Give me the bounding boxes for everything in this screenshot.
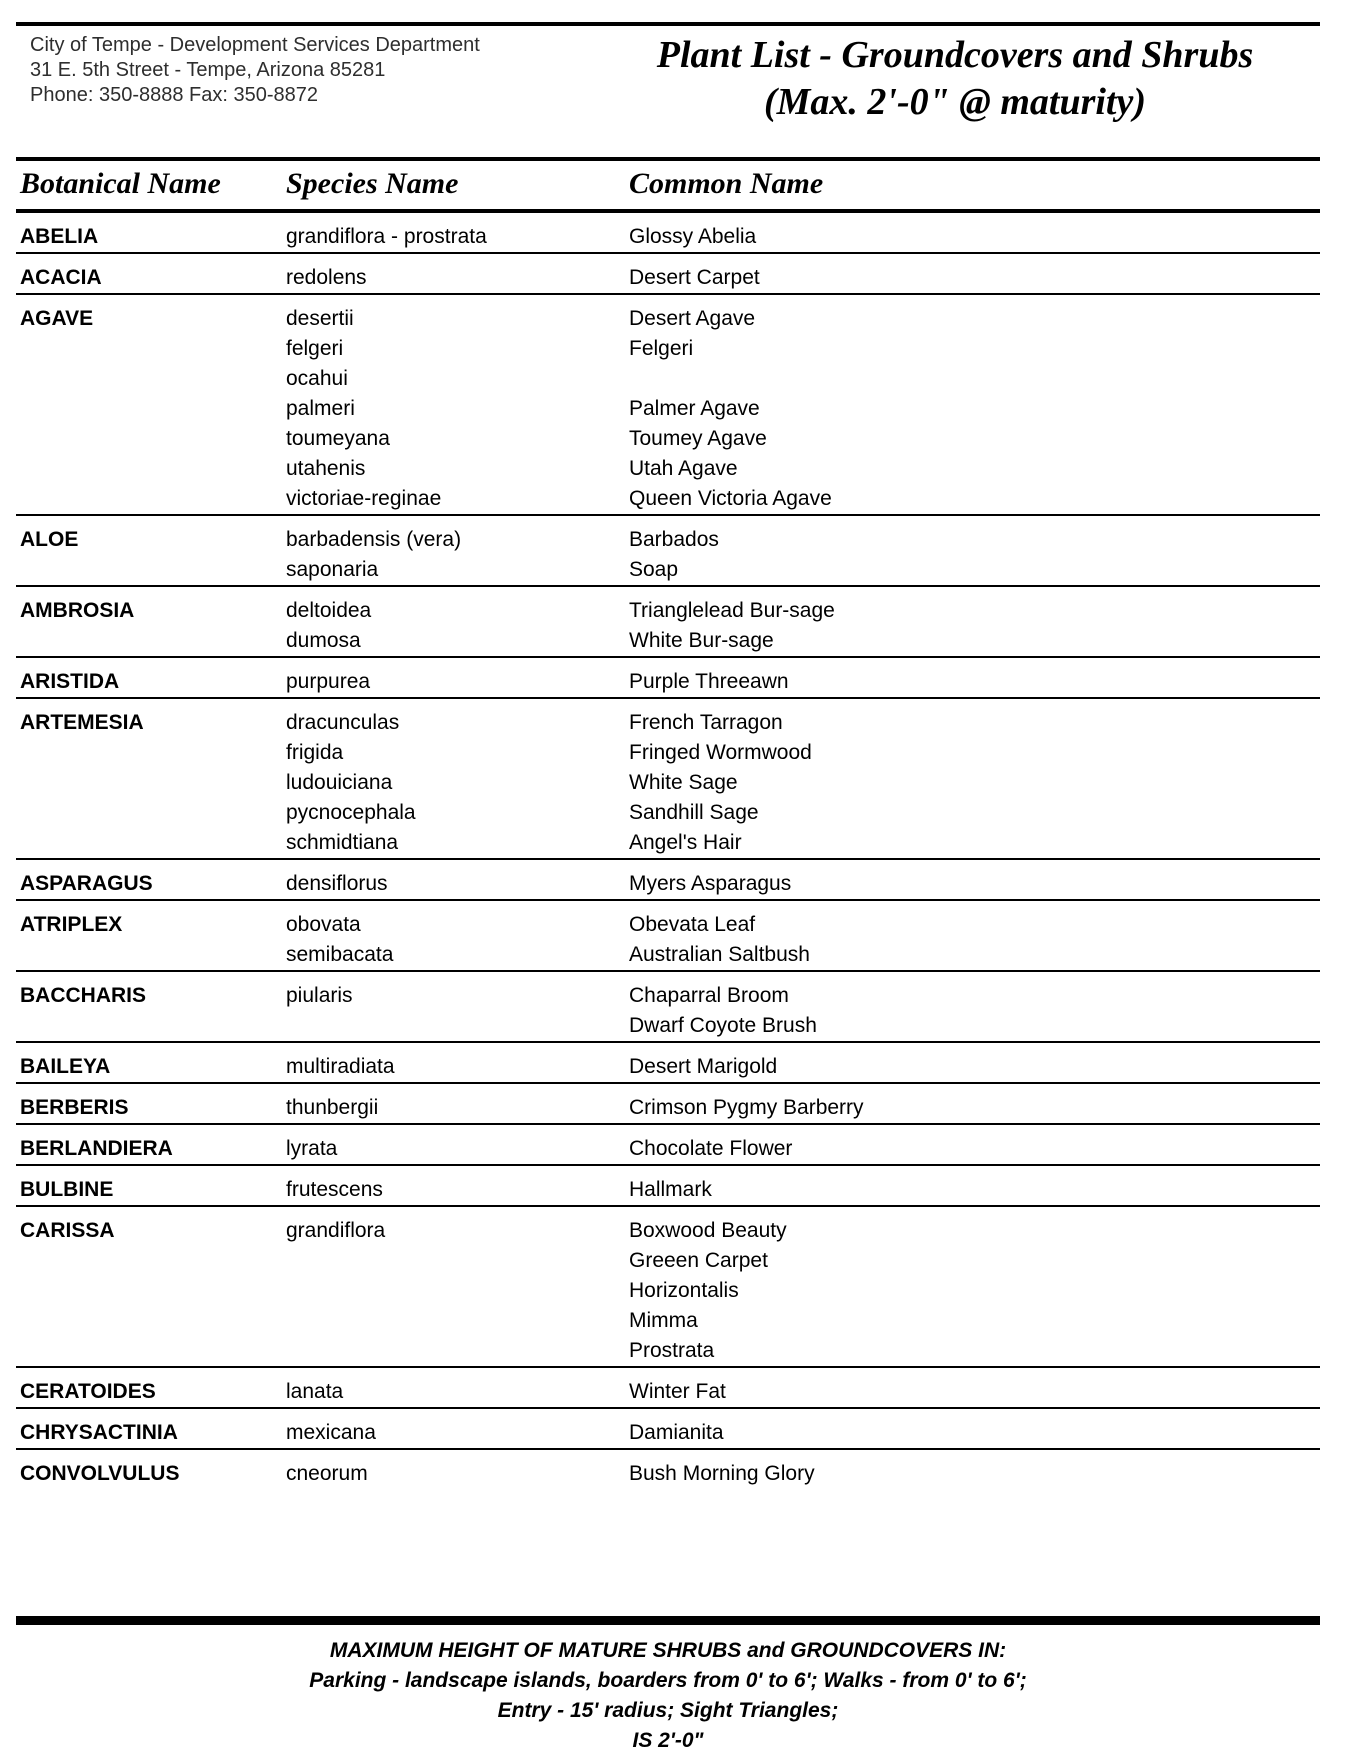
document-title-line1: Plant List - Groundcovers and Shrubs — [656, 34, 1254, 76]
common-name-cell: Angel's Hair — [629, 831, 742, 854]
agency-phone-fax: Phone: 350-8888 Fax: 350-8872 — [30, 84, 318, 106]
page-header — [16, 26, 1320, 157]
species-cell: deltoidea — [286, 599, 372, 622]
species-cell: frigida — [286, 741, 344, 764]
species-cell: multiradiata — [286, 1055, 395, 1078]
species-cell: toumeyana — [286, 427, 390, 450]
species-cell: obovata — [286, 913, 361, 936]
species-cell: pycnocephala — [286, 801, 416, 824]
plant-row — [16, 1084, 1320, 1125]
species-cell: grandiflora - prostrata — [286, 225, 487, 248]
botanical-name-cell: BERBERIS — [20, 1096, 129, 1119]
footer-text-block — [16, 1636, 1320, 1756]
species-cell: ludouiciana — [286, 771, 393, 794]
common-name-cell: Boxwood Beauty — [629, 1219, 787, 1242]
species-cell: grandiflora — [286, 1219, 386, 1242]
species-cell: semibacata — [286, 943, 394, 966]
species-cell: saponaria — [286, 558, 379, 581]
botanical-name-cell: ASPARAGUS — [20, 872, 153, 895]
common-name-cell: Glossy Abelia — [629, 225, 757, 248]
species-cell: barbadensis (vera) — [286, 528, 462, 551]
common-name-cell: Palmer Agave — [629, 397, 760, 420]
footer-rule — [16, 1616, 1320, 1625]
species-cell — [286, 1276, 629, 1306]
plant-row — [16, 1450, 1320, 1489]
species-cell: palmeri — [286, 397, 355, 420]
species-cell — [286, 1011, 629, 1041]
botanical-name-cell: BERLANDIERA — [20, 1137, 173, 1160]
species-cell: piularis — [286, 984, 353, 1007]
botanical-name-cell: CERATOIDES — [20, 1380, 156, 1403]
common-name-cell: Bush Morning Glory — [629, 1462, 815, 1485]
species-cell: dumosa — [286, 629, 361, 652]
species-cell: densiflorus — [286, 872, 388, 895]
plant-row — [16, 1125, 1320, 1166]
common-name-cell: Dwarf Coyote Brush — [629, 1014, 817, 1037]
species-cell: purpurea — [286, 670, 371, 693]
plant-row — [16, 1409, 1320, 1450]
common-name-cell: Barbados — [629, 528, 719, 551]
common-name-cell: Obevata Leaf — [629, 913, 756, 936]
common-name-cell: Desert Marigold — [629, 1055, 778, 1078]
common-name-cell: Damianita — [629, 1421, 724, 1444]
column-header-botanical-name: Botanical Name — [20, 167, 221, 200]
common-name-cell: Greeen Carpet — [629, 1249, 768, 1272]
plant-row — [16, 972, 1320, 1043]
common-name-cell: White Sage — [629, 771, 738, 794]
common-name-cell: Myers Asparagus — [629, 872, 792, 895]
species-cell: dracunculas — [286, 711, 400, 734]
plant-row — [16, 516, 1320, 587]
plant-table-body — [16, 213, 1320, 1489]
footer-line-3: Entry - 15' radius; Sight Triangles; — [497, 1699, 839, 1722]
common-name-cell: Utah Agave — [629, 457, 738, 480]
species-cell — [286, 1246, 629, 1276]
species-cell: thunbergii — [286, 1096, 379, 1119]
plant-row — [16, 1207, 1320, 1368]
botanical-name-cell: CONVOLVULUS — [20, 1462, 180, 1485]
plant-row — [16, 295, 1320, 516]
botanical-name-cell: ABELIA — [20, 225, 99, 248]
common-name-cell: Hallmark — [629, 1178, 712, 1201]
species-cell: utahenis — [286, 457, 366, 480]
botanical-name-cell: BAILEYA — [20, 1055, 111, 1078]
common-name-cell: Toumey Agave — [629, 427, 767, 450]
common-name-cell: Crimson Pygmy Barberry — [629, 1096, 864, 1119]
plant-row — [16, 1166, 1320, 1207]
botanical-name-cell: BULBINE — [20, 1178, 114, 1201]
footer-note — [16, 1616, 1320, 1756]
common-name-cell: Mimma — [629, 1309, 698, 1332]
plant-row — [16, 1043, 1320, 1084]
plant-row — [16, 901, 1320, 972]
species-cell: ocahui — [286, 367, 348, 390]
common-name-cell: Horizontalis — [629, 1279, 739, 1302]
agency-street-address: 31 E. 5th Street - Tempe, Arizona 85281 — [30, 59, 386, 81]
botanical-name-cell: ALOE — [20, 528, 79, 551]
botanical-name-cell: CHRYSACTINIA — [20, 1421, 178, 1444]
botanical-name-cell: ATRIPLEX — [20, 913, 123, 936]
botanical-name-cell: AMBROSIA — [20, 599, 135, 622]
plant-row — [16, 213, 1320, 254]
document-title — [590, 26, 1320, 157]
species-cell: redolens — [286, 266, 367, 289]
common-name-cell: Queen Victoria Agave — [629, 487, 832, 510]
plant-row — [16, 254, 1320, 295]
common-name-cell: French Tarragon — [629, 711, 783, 734]
species-cell: lanata — [286, 1380, 344, 1403]
common-name-cell: Prostrata — [629, 1339, 715, 1362]
common-name-cell: Felgeri — [629, 337, 694, 360]
plant-row — [16, 699, 1320, 860]
botanical-name-cell: CARISSA — [20, 1219, 115, 1242]
common-name-cell: Winter Fat — [629, 1380, 726, 1403]
footer-line-4: IS 2'-0" — [632, 1729, 704, 1752]
plant-row — [16, 658, 1320, 699]
species-cell — [286, 1336, 629, 1366]
common-name-cell: Desert Carpet — [629, 266, 760, 289]
common-name-cell: Chocolate Flower — [629, 1137, 793, 1160]
species-cell: cneorum — [286, 1462, 368, 1485]
plant-row — [16, 1368, 1320, 1409]
agency-address-block — [16, 26, 590, 157]
column-header-species-name: Species Name — [286, 167, 459, 200]
botanical-name-cell: ACACIA — [20, 266, 102, 289]
table-header-row — [16, 157, 1320, 213]
plant-row — [16, 587, 1320, 658]
column-header-common-name: Common Name — [629, 167, 824, 200]
plant-row — [16, 860, 1320, 901]
footer-line-2: Parking - landscape islands, boarders from 0' to 6'; Walks - from 0' to 6'; — [309, 1669, 1027, 1692]
species-cell: lyrata — [286, 1137, 338, 1160]
common-name-cell: Sandhill Sage — [629, 801, 759, 824]
species-cell: victoriae-reginae — [286, 487, 442, 510]
common-name-cell: Chaparral Broom — [629, 984, 789, 1007]
common-name-cell: Australian Saltbush — [629, 943, 810, 966]
common-name-cell: Trianglelead Bur-sage — [629, 599, 835, 622]
botanical-name-cell: ARTEMESIA — [20, 711, 144, 734]
common-name-cell — [629, 364, 1320, 394]
common-name-cell: White Bur-sage — [629, 629, 774, 652]
common-name-cell: Desert Agave — [629, 307, 756, 330]
common-name-cell: Soap — [629, 558, 679, 581]
species-cell: schmidtiana — [286, 831, 399, 854]
species-cell: frutescens — [286, 1178, 383, 1201]
species-cell: felgeri — [286, 337, 344, 360]
botanical-name-cell: BACCHARIS — [20, 984, 146, 1007]
footer-line-1: MAXIMUM HEIGHT OF MATURE SHRUBS and GROUNDCOVERS IN: — [329, 1639, 1007, 1662]
species-cell: desertii — [286, 307, 354, 330]
common-name-cell: Fringed Wormwood — [629, 741, 812, 764]
botanical-name-cell: ARISTIDA — [20, 670, 120, 693]
common-name-cell: Purple Threeawn — [629, 670, 789, 693]
botanical-name-cell: AGAVE — [20, 307, 94, 330]
species-cell: mexicana — [286, 1421, 376, 1444]
document-title-line2: (Max. 2'-0" @ maturity) — [763, 81, 1147, 123]
species-cell — [286, 1306, 629, 1336]
plant-list-page — [16, 0, 1320, 1489]
agency-name: City of Tempe - Development Services Department — [30, 34, 480, 56]
